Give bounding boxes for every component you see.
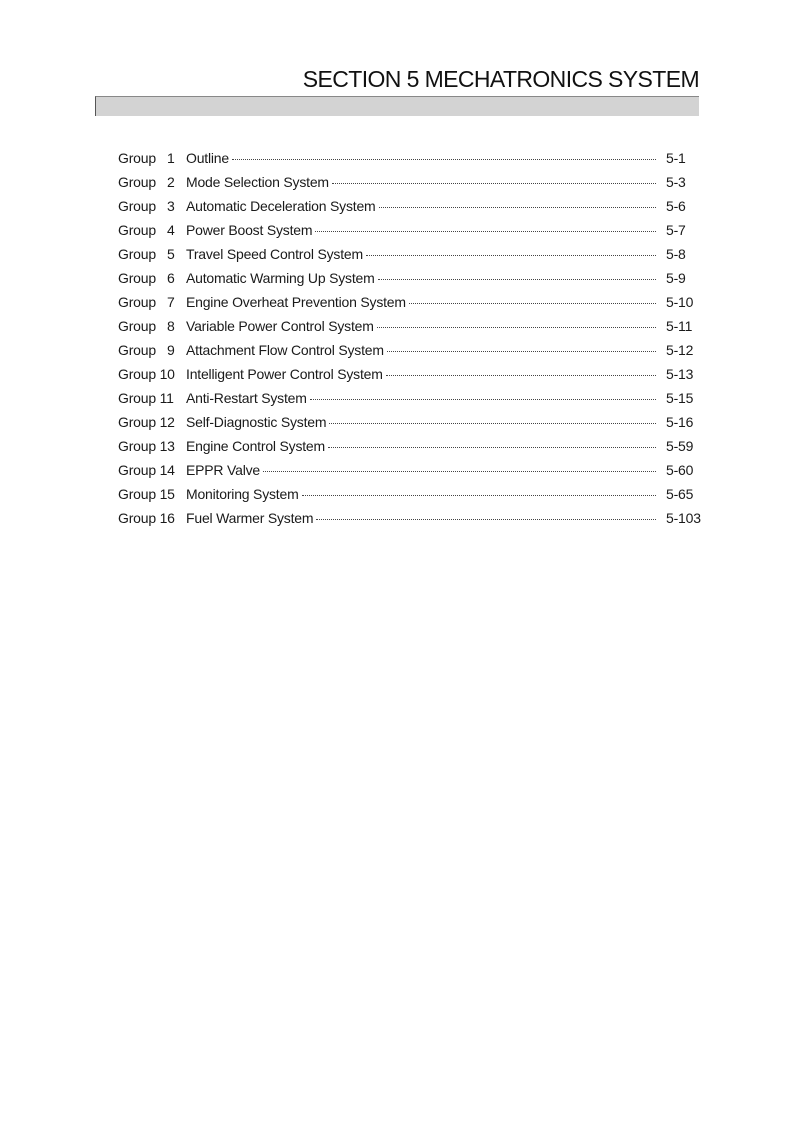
toc-page-number: 5-15	[666, 390, 694, 406]
toc-group-number: Group 7	[118, 294, 175, 310]
dot-leader	[332, 183, 656, 184]
toc-row[interactable]	[118, 150, 704, 174]
dot-leader	[409, 303, 656, 304]
dot-leader	[263, 471, 656, 472]
dot-leader	[328, 447, 656, 448]
toc-title: Attachment Flow Control System	[186, 342, 384, 358]
dot-leader	[302, 495, 656, 496]
toc-page-number: 5-9	[666, 270, 686, 286]
dot-leader	[310, 399, 656, 400]
toc-title: Self-Diagnostic System	[186, 414, 327, 430]
toc-title: Automatic Deceleration System	[186, 198, 376, 214]
toc-title: Anti-Restart System	[186, 390, 307, 406]
toc-page-number: 5-65	[666, 486, 694, 502]
toc-page-number: 5-6	[666, 198, 686, 214]
section-title: SECTION 5 MECHATRONICS SYSTEM	[302, 66, 699, 92]
toc-row[interactable]	[118, 198, 704, 222]
toc-row[interactable]	[118, 246, 704, 270]
toc-group-number: Group 15	[118, 486, 175, 502]
toc-row[interactable]	[118, 342, 704, 366]
dot-leader	[366, 255, 656, 256]
dot-leader	[378, 279, 656, 280]
toc-title: Fuel Warmer System	[186, 510, 314, 526]
toc-group-number: Group 3	[118, 198, 175, 214]
toc-row[interactable]	[118, 318, 704, 342]
toc-title: Mode Selection System	[186, 174, 329, 190]
toc-group-number: Group 6	[118, 270, 175, 286]
toc-title: EPPR Valve	[186, 462, 260, 478]
title-bar	[95, 96, 699, 116]
toc-page-number: 5-11	[666, 318, 693, 334]
toc-group-number: Group 2	[118, 174, 175, 190]
toc-page-number: 5-103	[666, 510, 701, 526]
toc-row[interactable]	[118, 270, 704, 294]
dot-leader	[377, 327, 656, 328]
dot-leader	[316, 519, 656, 520]
toc-row[interactable]	[118, 390, 704, 414]
toc-title: Travel Speed Control System	[186, 246, 363, 262]
toc-group-number: Group 8	[118, 318, 175, 334]
toc-page-number: 5-8	[666, 246, 686, 262]
toc-row[interactable]	[118, 294, 704, 318]
toc-page-number: 5-16	[666, 414, 694, 430]
toc-group-number: Group 9	[118, 342, 175, 358]
toc-group-number: Group 14	[118, 462, 175, 478]
toc-group-number: Group 4	[118, 222, 175, 238]
toc-row[interactable]	[118, 366, 704, 390]
table-of-contents	[118, 150, 704, 534]
dot-leader	[379, 207, 656, 208]
toc-group-number: Group 13	[118, 438, 175, 454]
toc-row[interactable]	[118, 510, 704, 534]
toc-title: Engine Overheat Prevention System	[186, 294, 406, 310]
toc-row[interactable]	[118, 438, 704, 462]
dot-leader	[315, 231, 656, 232]
dot-leader	[329, 423, 656, 424]
toc-group-number: Group 10	[118, 366, 175, 382]
toc-title: Intelligent Power Control System	[186, 366, 383, 382]
toc-title: Variable Power Control System	[186, 318, 374, 334]
dot-leader	[386, 375, 656, 376]
dot-leader	[232, 159, 656, 160]
toc-title: Outline	[186, 150, 229, 166]
toc-row[interactable]	[118, 462, 704, 486]
toc-page-number: 5-3	[666, 174, 686, 190]
toc-group-number: Group 1	[118, 150, 175, 166]
toc-page-number: 5-13	[666, 366, 694, 382]
toc-page-number: 5-7	[666, 222, 686, 238]
toc-row[interactable]	[118, 222, 704, 246]
toc-title: Monitoring System	[186, 486, 299, 502]
toc-group-number: Group 5	[118, 246, 175, 262]
toc-title: Power Boost System	[186, 222, 313, 238]
toc-row[interactable]	[118, 174, 704, 198]
toc-page-number: 5-10	[666, 294, 694, 310]
toc-title: Engine Control System	[186, 438, 325, 454]
toc-group-number: Group 16	[118, 510, 175, 526]
toc-title: Automatic Warming Up System	[186, 270, 375, 286]
toc-page-number: 5-1	[666, 150, 686, 166]
toc-group-number: Group 11	[118, 390, 174, 406]
toc-group-number: Group 12	[118, 414, 175, 430]
toc-page-number: 5-12	[666, 342, 694, 358]
toc-row[interactable]	[118, 486, 704, 510]
dot-leader	[387, 351, 656, 352]
toc-row[interactable]	[118, 414, 704, 438]
toc-page-number: 5-60	[666, 462, 694, 478]
toc-page-number: 5-59	[666, 438, 694, 454]
